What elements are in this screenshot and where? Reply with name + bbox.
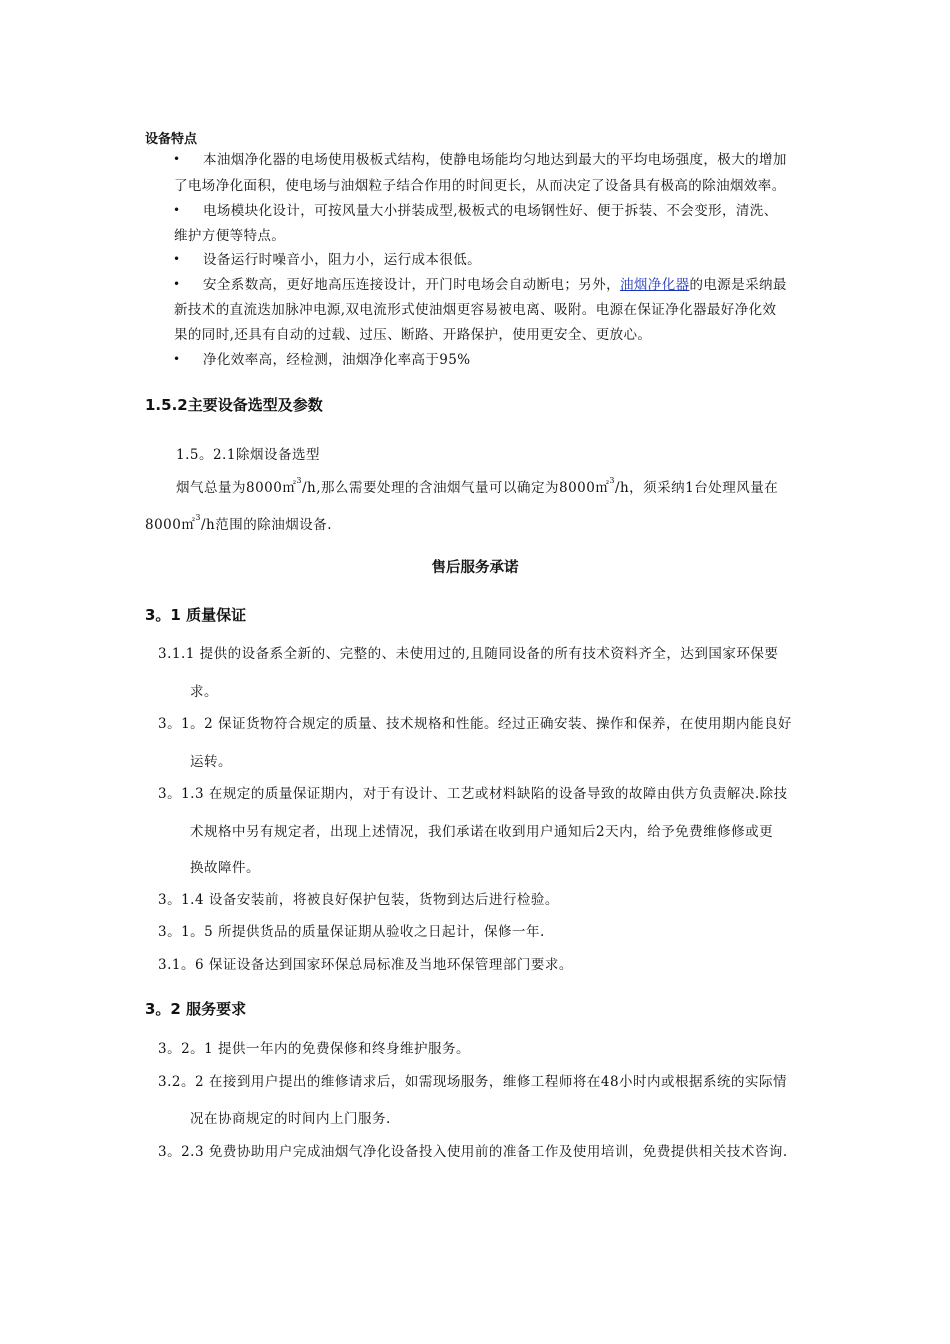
superscript: 3 bbox=[609, 476, 615, 485]
quality-item-6: 3.1。6 保证设备达到国家环保总局标准及当地环保管理部门要求。 bbox=[158, 957, 573, 973]
section-152-paragraph-line-1 bbox=[176, 476, 778, 496]
bullet-icon: • bbox=[173, 152, 181, 166]
bullet-2-line-2: 维护方便等特点。 bbox=[174, 228, 286, 244]
oil-fume-purifier-link[interactable]: 油烟净化器 bbox=[620, 277, 690, 293]
bullet-icon: • bbox=[173, 252, 181, 266]
bullet-icon: • bbox=[173, 203, 181, 217]
text-fragment: /h,那么需要处理的含油烟气量可以确定为8000㎡ bbox=[301, 480, 610, 496]
superscript: 3 bbox=[195, 513, 201, 522]
text-fragment: 烟气总量为8000㎡ bbox=[176, 480, 297, 496]
bullet-icon: • bbox=[173, 352, 181, 366]
bullet-4-line-1 bbox=[174, 276, 787, 294]
bullet-3-line-1: 设备运行时噪音小，阻力小，运行成本很低。 bbox=[203, 252, 481, 268]
bullet-4-line-2: 新技术的直流迭加脉冲电源,双电流形式使油烟更容易被电离、吸附。电源在保证净化器最好净化效 bbox=[174, 302, 777, 318]
features-heading: 设备特点 bbox=[145, 132, 198, 147]
after-sales-heading: 售后服务承诺 bbox=[431, 560, 519, 576]
quality-item-1-line-1: 3.1.1 提供的设备系全新的、完整的、未使用过的,且随同设备的所有技术资料齐全，达到国家环保要 bbox=[158, 646, 779, 662]
bullet-1-line-1: 本油烟净化器的电场使用极板式结构，使静电场能均匀地达到最大的平均电场强度，极大的增加 bbox=[203, 152, 787, 168]
superscript: 3 bbox=[296, 476, 302, 485]
service-heading: 3。2 服务要求 bbox=[145, 1000, 247, 1018]
service-item-1: 3。2。1 提供一年内的免费保修和终身维护服务。 bbox=[158, 1041, 471, 1057]
bullet-4-line-3: 果的同时,还具有自动的过载、过压、断路、开路保护，使用更安全、更放心。 bbox=[174, 327, 652, 343]
quality-item-5: 3。1。5 所提供货品的质量保证期从验收之日起计，保修一年. bbox=[158, 924, 545, 940]
bullet-2-line-1: 电场模块化设计，可按风量大小拼装成型,极板式的电场钢性好、便于拆装、不会变形，清洗、 bbox=[203, 203, 778, 219]
quality-item-3-line-2: 术规格中另有规定者，出现上述情况，我们承诺在收到用户通知后2天内，给予免费维修修或更 bbox=[190, 824, 774, 840]
service-item-2-line-1: 3.2。2 在接到用户提出的维修请求后，如需现场服务，维修工程师将在48小时内或根据系统的实际情 bbox=[158, 1074, 788, 1090]
quality-heading: 3。1 质量保证 bbox=[145, 606, 247, 624]
bullet-icon: • bbox=[173, 277, 181, 291]
quality-item-4: 3。1.4 设备安装前，将被良好保护包装，货物到达后进行检验。 bbox=[158, 892, 559, 908]
quality-item-2-line-1: 3。1。2 保证货物符合规定的质量、技术规格和性能。经过正确安装、操作和保养，在使用期内能良好 bbox=[158, 716, 793, 732]
bullet-4-text-b: 的电源是采纳最 bbox=[689, 277, 787, 293]
bullet-1-line-2: 了电场净化面积，使电场与油烟粒子结合作用的时间更长，从而决定了设备具有极高的除油烟效率。 bbox=[174, 178, 786, 194]
section-1521-subheading: 1.5。2.1除烟设备选型 bbox=[176, 447, 320, 463]
bullet-4-text-a: 安全系数高，更好地高压连接设计，开门时电场会自动断电；另外， bbox=[203, 277, 620, 293]
section-152-heading: 1.5.2主要设备选型及参数 bbox=[145, 396, 323, 414]
quality-item-1-line-2: 求。 bbox=[190, 684, 218, 700]
service-item-2-line-2: 况在协商规定的时间内上门服务. bbox=[190, 1111, 391, 1127]
section-152-paragraph-line-2 bbox=[145, 513, 332, 533]
text-fragment: /h，须采纳1台处理风量在 bbox=[614, 480, 779, 496]
quality-item-3-line-1: 3。1.3 在规定的质量保证期内，对于有设计、工艺或材料缺陷的设备导致的故障由供方负责解决.除技 bbox=[158, 786, 788, 802]
quality-item-3-line-3: 换故障件。 bbox=[190, 860, 260, 876]
text-fragment: 8000㎡ bbox=[145, 517, 196, 533]
bullet-5-line-1: 净化效率高，经检测，油烟净化率高于95% bbox=[203, 352, 471, 368]
text-fragment: /h范围的除油烟设备. bbox=[200, 517, 332, 533]
service-item-3: 3。2.3 免费协助用户完成油烟气净化设备投入使用前的准备工作及使用培训，免费提供相关技术咨询. bbox=[158, 1144, 788, 1160]
quality-item-2-line-2: 运转。 bbox=[190, 754, 232, 770]
